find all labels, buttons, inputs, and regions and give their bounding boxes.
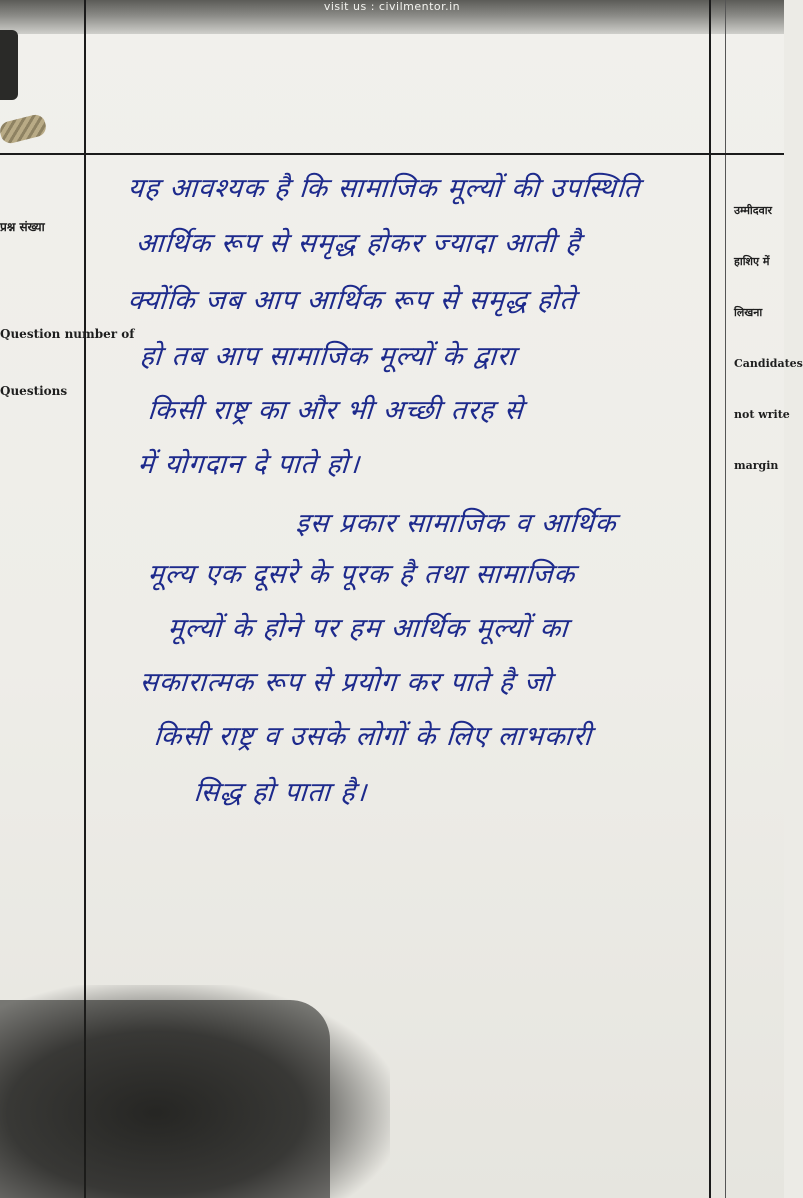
right-margin-line: उम्मीदवार bbox=[734, 204, 773, 217]
top-strip bbox=[0, 0, 784, 34]
right-margin-line: margin bbox=[734, 459, 779, 472]
answer-line: सकारात्मक रूप से प्रयोग कर पाते है जो bbox=[138, 667, 554, 698]
right-margin-line: Candidates bbox=[734, 357, 803, 370]
answer-line: मूल्य एक दूसरे के पूरक है तथा सामाजिक bbox=[146, 559, 577, 590]
binding-twine bbox=[0, 113, 48, 145]
header-rule bbox=[0, 153, 784, 155]
left-margin-line: Question number of bbox=[0, 327, 135, 341]
answer-line: मूल्यों के होने पर हम आर्थिक मूल्यों का bbox=[166, 613, 570, 644]
answer-line: किसी राष्ट्र का और भी अच्छी तरह से bbox=[146, 395, 525, 426]
left-margin-line bbox=[0, 275, 134, 287]
right-margin-line: हाशिए में bbox=[734, 255, 770, 268]
answer-line: किसी राष्ट्र व उसके लोगों के लिए लाभकारी bbox=[152, 721, 594, 752]
right-margin-labels bbox=[734, 168, 803, 508]
right-margin-line: लिखना bbox=[734, 306, 763, 319]
left-margin-line: प्रश्न संख्या bbox=[0, 220, 45, 234]
answer-line: में योगदान दे पाते हो। bbox=[136, 449, 362, 480]
answer-line: हो तब आप सामाजिक मूल्यों के द्वारा bbox=[138, 341, 518, 372]
right-margin-line: not write bbox=[734, 408, 790, 421]
right-margin-rule-2 bbox=[725, 0, 726, 1198]
left-margin-labels bbox=[0, 180, 134, 439]
answer-line: इस प्रकार सामाजिक व आर्थिक bbox=[294, 508, 618, 539]
hand-shadow-soft bbox=[0, 985, 390, 1198]
answer-line: सिद्ध हो पाता है। bbox=[192, 777, 369, 808]
binder-clip bbox=[0, 30, 18, 100]
left-margin-line: Questions bbox=[0, 384, 68, 398]
watermark-text: visit us : civilmentor.in bbox=[323, 0, 461, 13]
right-margin-rule bbox=[709, 0, 711, 1198]
answer-line: यह आवश्यक है कि सामाजिक मूल्यों की उपस्थिति bbox=[126, 173, 642, 204]
answer-line: क्योंकि जब आप आर्थिक रूप से समृद्ध होते bbox=[126, 285, 578, 316]
answer-line: आर्थिक रूप से समृद्ध होकर ज्यादा आती है bbox=[134, 228, 582, 259]
